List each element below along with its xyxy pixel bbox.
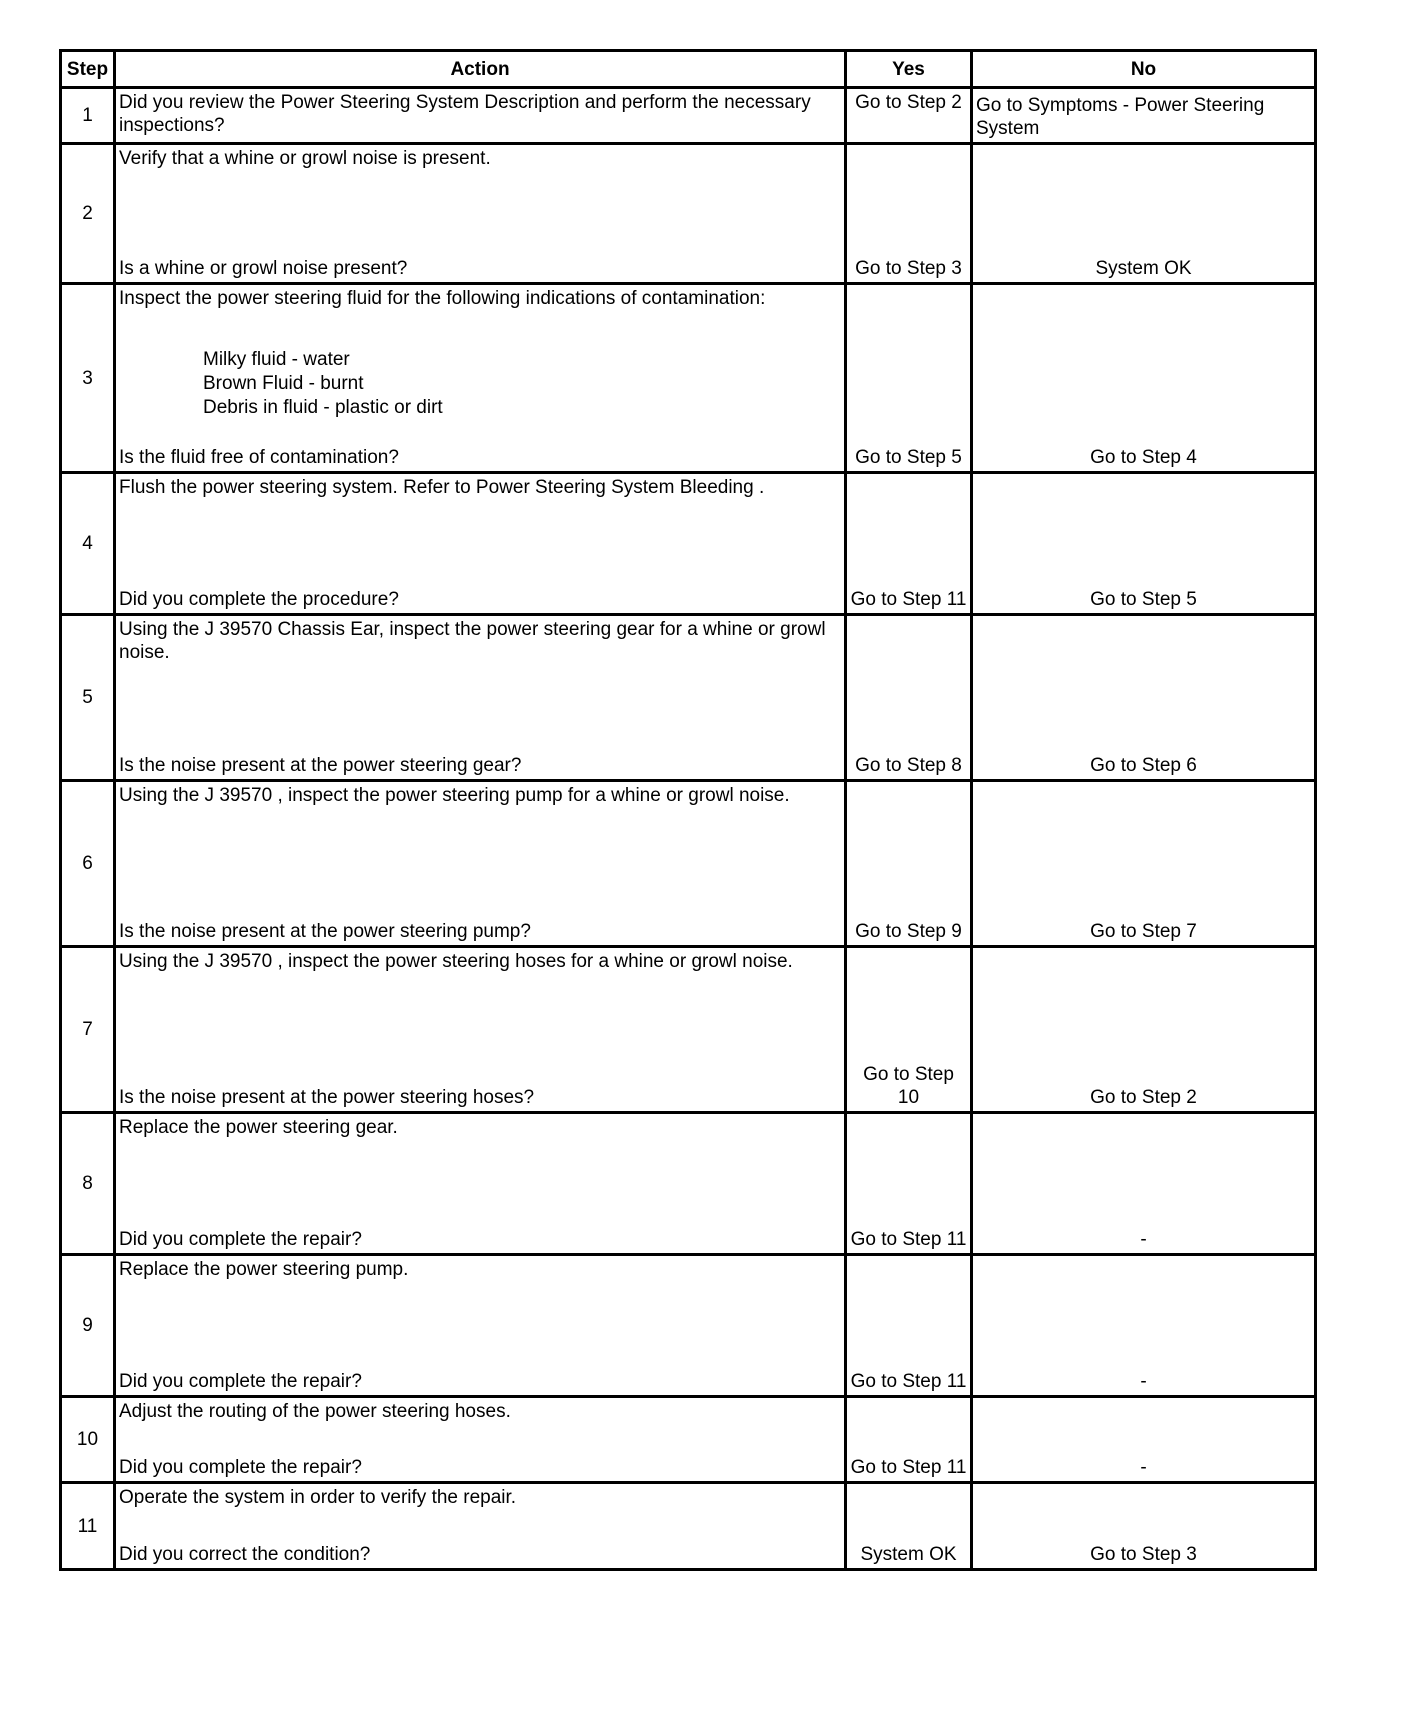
table-row [61, 1113, 1316, 1255]
table-row [61, 1397, 1316, 1483]
yes-cell: Go to Step 11 [846, 1113, 972, 1255]
action-cell [115, 144, 846, 284]
yes-cell: System OK [846, 1483, 972, 1570]
yes-cell: Go to Step 2 [846, 88, 972, 144]
action-question: Is the noise present at the power steering hoses? [119, 1087, 535, 1108]
yes-cell: Go to Step 5 [846, 284, 972, 473]
table-row [61, 473, 1316, 615]
table-row [61, 1483, 1316, 1570]
action-text: Replace the power steering gear. [119, 1117, 398, 1138]
no-cell: System OK [972, 144, 1316, 284]
action-question: Did you correct the condition? [119, 1544, 371, 1565]
table-row [61, 284, 1316, 473]
action-question: Is the noise present at the power steering gear? [119, 755, 522, 776]
table-row [61, 947, 1316, 1113]
yes-cell: Go to Step 3 [846, 144, 972, 284]
table-row [61, 615, 1316, 781]
diagnostic-table [59, 49, 1317, 1571]
action-text: Inspect the power steering fluid for the following indications of contamination: [119, 288, 766, 309]
header-yes: Yes [846, 51, 972, 88]
action-question: Did you complete the repair? [119, 1371, 362, 1392]
no-cell: - [972, 1113, 1316, 1255]
action-cell [115, 781, 846, 947]
action-cell [115, 947, 846, 1113]
action-question: Did you complete the repair? [119, 1229, 362, 1250]
action-text: Using the J 39570 Chassis Ear, inspect the power steering gear for a whine or growl noise. [119, 619, 826, 663]
yes-cell: Go to Step 8 [846, 615, 972, 781]
contamination-list [119, 348, 841, 420]
header-action: Action [115, 51, 846, 88]
action-text: Adjust the routing of the power steering hoses. [119, 1401, 511, 1422]
action-question: Is a whine or growl noise present? [119, 258, 408, 279]
action-text: Flush the power steering system. Refer to Power Steering System Bleeding . [119, 477, 765, 498]
no-cell: - [972, 1397, 1316, 1483]
action-cell [115, 284, 846, 473]
step-number: 6 [61, 781, 115, 947]
no-cell: Go to Step 4 [972, 284, 1316, 473]
action-question: Did you complete the procedure? [119, 589, 399, 610]
step-number: 9 [61, 1255, 115, 1397]
table-header-row [61, 51, 1316, 88]
step-number: 5 [61, 615, 115, 781]
no-cell: Go to Step 7 [972, 781, 1316, 947]
header-step: Step [61, 51, 115, 88]
yes-cell: Go to Step 10 [846, 947, 972, 1113]
step-number: 7 [61, 947, 115, 1113]
table-row [61, 1255, 1316, 1397]
action-cell [115, 1113, 846, 1255]
action-cell [115, 1397, 846, 1483]
yes-cell: Go to Step 11 [846, 473, 972, 615]
action-text: Operate the system in order to verify the repair. [119, 1487, 517, 1508]
action-text: Did you review the Power Steering System Description and perform the necessary inspections? [119, 92, 811, 136]
table-row [61, 144, 1316, 284]
action-text: Using the J 39570 , inspect the power steering pump for a whine or growl noise. [119, 785, 790, 806]
step-number: 4 [61, 473, 115, 615]
step-number: 2 [61, 144, 115, 284]
step-number: 1 [61, 88, 115, 144]
no-cell: Go to Step 3 [972, 1483, 1316, 1570]
action-question: Is the noise present at the power steering pump? [119, 921, 531, 942]
step-number: 11 [61, 1483, 115, 1570]
action-text: Replace the power steering pump. [119, 1259, 409, 1280]
step-number: 3 [61, 284, 115, 473]
yes-cell: Go to Step 9 [846, 781, 972, 947]
yes-cell: Go to Step 11 [846, 1255, 972, 1397]
list-item: Brown Fluid - burnt [203, 373, 364, 394]
no-cell: - [972, 1255, 1316, 1397]
header-no: No [972, 51, 1316, 88]
no-cell: Go to Step 5 [972, 473, 1316, 615]
action-cell [115, 88, 846, 144]
no-cell: Go to Symptoms - Power Steering System [972, 88, 1316, 144]
table-row [61, 88, 1316, 144]
no-cell: Go to Step 2 [972, 947, 1316, 1113]
action-cell [115, 473, 846, 615]
action-question: Did you complete the repair? [119, 1457, 362, 1478]
no-cell: Go to Step 6 [972, 615, 1316, 781]
action-cell [115, 1255, 846, 1397]
step-number: 10 [61, 1397, 115, 1483]
action-text: Verify that a whine or growl noise is present. [119, 148, 491, 169]
action-cell [115, 1483, 846, 1570]
table-row [61, 781, 1316, 947]
list-item: Milky fluid - water [203, 349, 350, 370]
action-cell [115, 615, 846, 781]
yes-cell: Go to Step 11 [846, 1397, 972, 1483]
action-question: Is the fluid free of contamination? [119, 447, 399, 468]
action-text: Using the J 39570 , inspect the power steering hoses for a whine or growl noise. [119, 951, 793, 972]
step-number: 8 [61, 1113, 115, 1255]
list-item: Debris in fluid - plastic or dirt [203, 397, 443, 418]
